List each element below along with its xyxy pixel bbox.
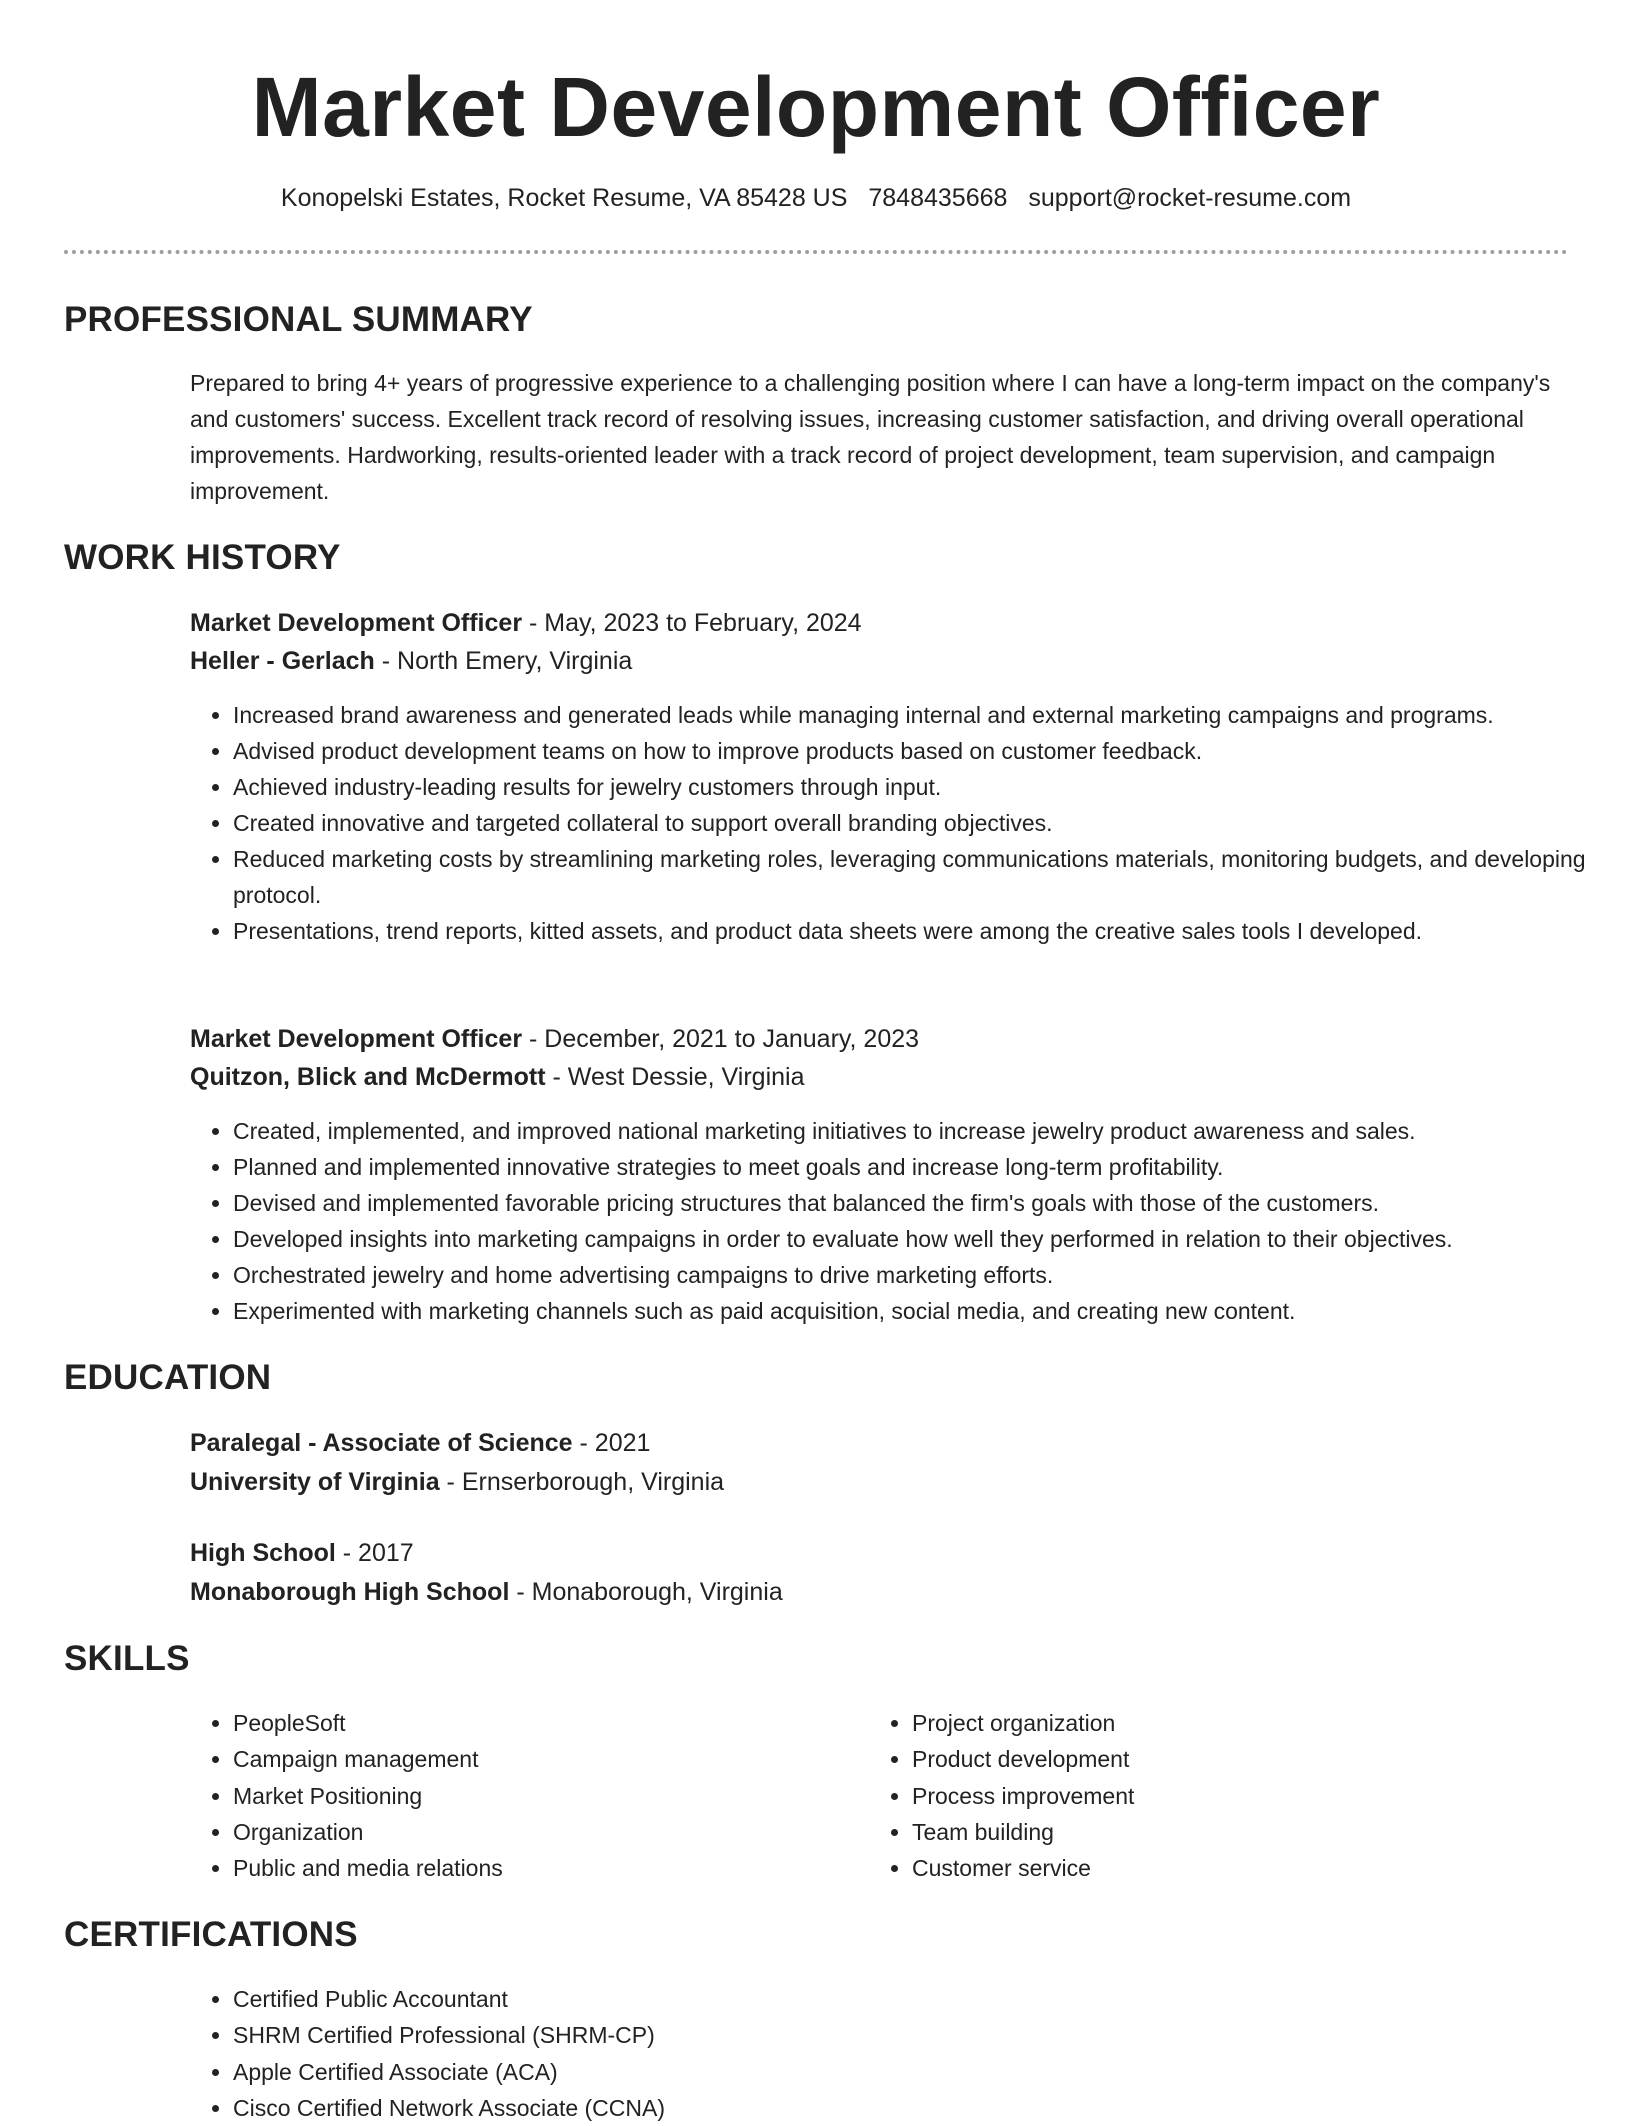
list-item: • Increased brand awareness and generated leads while managing internal and external marketing campaigns and programs. bbox=[233, 697, 1613, 733]
list-item: • Public and media relations bbox=[233, 1850, 873, 1886]
edu-1-degree: Paralegal - Associate of Science bbox=[190, 1429, 573, 1457]
job-1-role: Market Development Officer bbox=[190, 609, 523, 637]
edu-1-year: - 2021 bbox=[572, 1429, 651, 1457]
list-item: • Planned and implemented innovative strategies to meet goals and increase long-term profitability. bbox=[233, 1149, 1613, 1185]
list-item: • Presentations, trend reports, kitted assets, and product data sheets were among the creative sales tools I developed. bbox=[233, 913, 1613, 949]
edu-1-school: University of Virginia bbox=[190, 1468, 440, 1496]
list-item: • Experimented with marketing channels such as paid acquisition, social media, and creating new content. bbox=[233, 1293, 1613, 1329]
list-item: • Devised and implemented favorable pricing structures that balanced the firm's goals with those of the customers. bbox=[233, 1185, 1613, 1221]
list-item: • Process improvement bbox=[912, 1778, 1592, 1814]
list-item: • Organization bbox=[233, 1814, 873, 1850]
edu-2-year: - 2017 bbox=[335, 1539, 414, 1567]
job-2-company-line bbox=[190, 1058, 1570, 1096]
list-item: • Customer service bbox=[912, 1850, 1592, 1886]
edu-1-school-line bbox=[190, 1463, 1570, 1501]
resume-title: Market Development Officer bbox=[251, 60, 1381, 154]
job-1-bullets bbox=[190, 697, 1613, 949]
job-2-dates: - December, 2021 to January, 2023 bbox=[522, 1025, 920, 1053]
list-item: • Market Positioning bbox=[233, 1778, 873, 1814]
contact-address: Konopelski Estates, Rocket Resume, VA 85428 US bbox=[280, 184, 848, 212]
list-item: • Apple Certified Associate (ACA) bbox=[233, 2054, 1233, 2090]
list-item: • Created, implemented, and improved national marketing initiatives to increase jewelry product awareness and sales. bbox=[233, 1113, 1613, 1149]
edu-2-degree-line bbox=[190, 1534, 1570, 1572]
job-2-company: Quitzon, Blick and McDermott bbox=[190, 1063, 546, 1091]
certifications-heading: CERTIFICATIONS bbox=[64, 1915, 358, 1954]
list-item: • Advised product development teams on how to improve products based on customer feedback. bbox=[233, 733, 1613, 769]
job-2-title-line bbox=[190, 1020, 1570, 1058]
list-item: • Campaign management bbox=[233, 1741, 873, 1777]
skills-list-right bbox=[869, 1705, 1592, 1886]
list-item: • Certified Public Accountant bbox=[233, 1981, 1233, 2017]
list-item: • Reduced marketing costs by streamlining marketing roles, leveraging communications materials, monitoring budgets, and developing protocol. bbox=[233, 841, 1613, 913]
edu-2-school: Monaborough High School bbox=[190, 1578, 510, 1606]
list-item: • Team building bbox=[912, 1814, 1592, 1850]
list-item: • Cisco Certified Network Associate (CCNA) bbox=[233, 2090, 1233, 2126]
edu-2-degree: High School bbox=[190, 1539, 336, 1567]
summary-heading: PROFESSIONAL SUMMARY bbox=[64, 300, 533, 339]
edu-2-school-line bbox=[190, 1573, 1570, 1611]
list-item: • Achieved industry-leading results for jewelry customers through input. bbox=[233, 769, 1613, 805]
job-1-company-line bbox=[190, 642, 1570, 680]
contact-phone: 7848435668 bbox=[868, 184, 1008, 212]
list-item: • PeopleSoft bbox=[233, 1705, 873, 1741]
job-2-location: - West Dessie, Virginia bbox=[545, 1063, 805, 1091]
edu-2-location: - Monaborough, Virginia bbox=[509, 1578, 783, 1606]
job-2-bullets bbox=[190, 1113, 1613, 1329]
list-item: • Product development bbox=[912, 1741, 1592, 1777]
job-1-dates: - May, 2023 to February, 2024 bbox=[522, 609, 862, 637]
job-1-location: - North Emery, Virginia bbox=[374, 647, 633, 675]
header-divider bbox=[64, 250, 1568, 254]
skills-heading: SKILLS bbox=[64, 1639, 190, 1678]
list-item: • Project organization bbox=[912, 1705, 1592, 1741]
list-item: • SHRM Certified Professional (SHRM-CP) bbox=[233, 2017, 1233, 2053]
contact-line bbox=[0, 180, 1632, 216]
edu-1-degree-line bbox=[190, 1424, 1570, 1462]
list-item: • Developed insights into marketing campaigns in order to evaluate how well they performed in relation to their objectives. bbox=[233, 1221, 1613, 1257]
summary-text: Prepared to bring 4+ years of progressive experience to a challenging position where I can have a long-term impact on the company's and customers' success. Excellent track record of resolving issues, increasing customer satisfaction, and driving overall operational improvements. Hardworking, results-oriented leader with a track record of project development, team supervision, and campaign improvement. bbox=[190, 370, 1551, 504]
list-item: • Created innovative and targeted collateral to support overall branding objectives. bbox=[233, 805, 1613, 841]
skills-list-left bbox=[190, 1705, 873, 1886]
job-1-title-line bbox=[190, 604, 1570, 642]
work-history-heading: WORK HISTORY bbox=[64, 538, 341, 577]
education-heading: EDUCATION bbox=[64, 1358, 272, 1397]
certifications-list bbox=[190, 1981, 1233, 2126]
edu-1-location: - Ernserborough, Virginia bbox=[439, 1468, 725, 1496]
job-2-role: Market Development Officer bbox=[190, 1025, 523, 1053]
list-item: • Orchestrated jewelry and home advertising campaigns to drive marketing efforts. bbox=[233, 1257, 1613, 1293]
contact-email: support@rocket-resume.com bbox=[1028, 184, 1352, 212]
job-1-company: Heller - Gerlach bbox=[190, 647, 375, 675]
